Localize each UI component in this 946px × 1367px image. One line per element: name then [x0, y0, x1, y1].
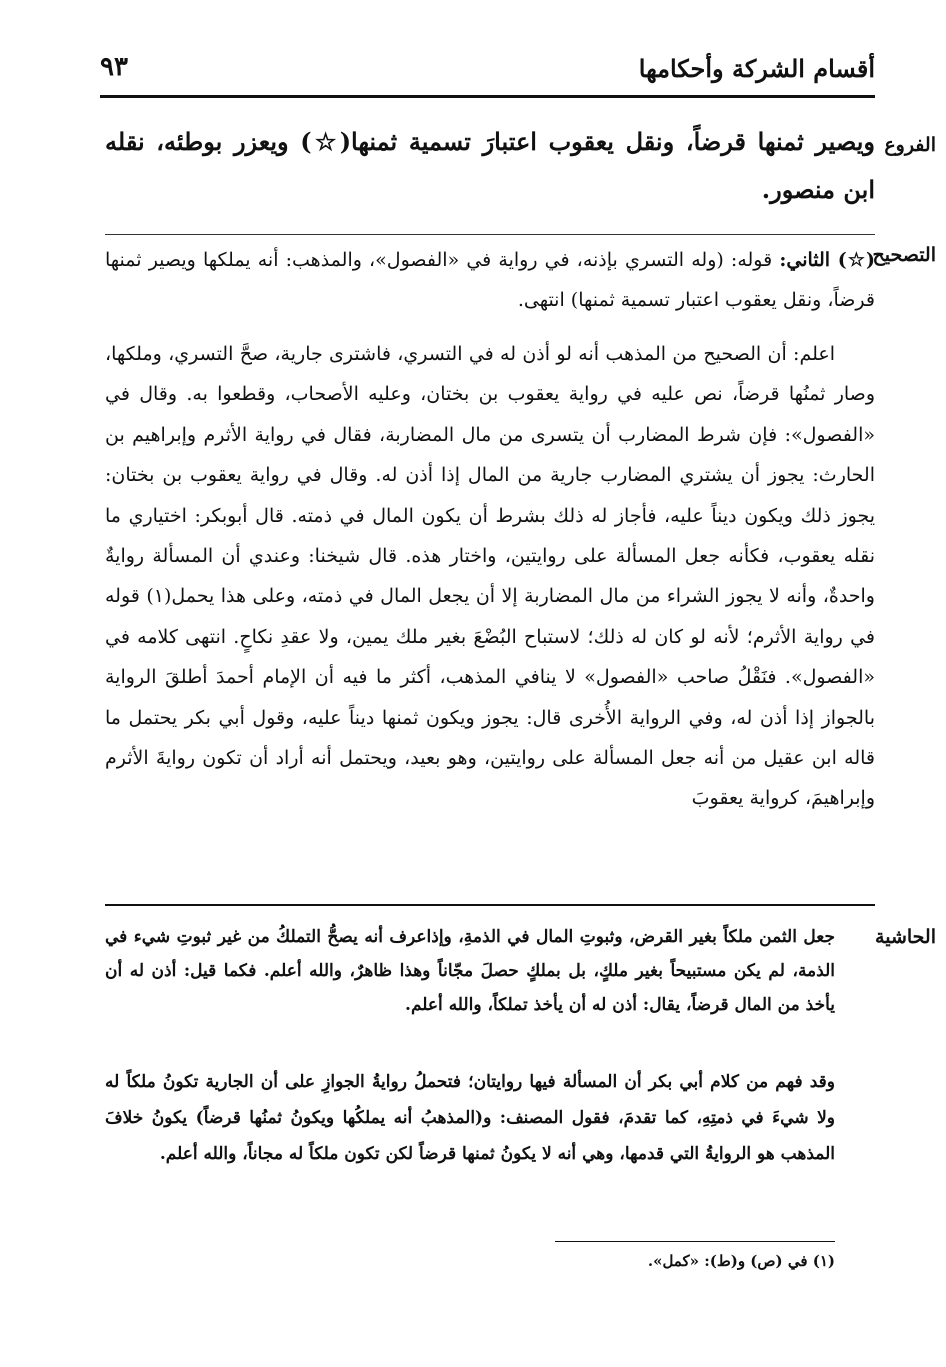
hashiya-paragraph-2: وقد فهم من كلام أبي بكر أن المسألة فيها روايتان؛ فتحملُ روايةُ الجوازِ على أن الجارية تكونُ ملكاً له ولا شيءَ في ذمتِهِ، كما تقدمَ، فقول المصنف: و(المذهبُ أنه يملكُها ويكونُ ثمنُها قرضاً) يكونُ خلافَ المذهب هو الروايةُ التي قدمها، وهي أنه لا يكونُ ثمنها قرضاً لكن تكون ملكاً له مجاناً، والله أعلم.	[105, 1072, 835, 1164]
tashih-paragraph	[105, 240, 875, 320]
furu-text: ويصير ثمنها قرضاً، ونقل يعقوب اعتبارَ تسمية ثمنها(☆) ويعزر بوطئه، نقله ابن منصور.	[105, 127, 875, 204]
section-divider	[105, 234, 875, 235]
main-commentary: اعلم: أن الصحيح من المذهب أنه لو أذن له في التسري، فاشترى جارية، صحَّ التسري، وملكها، وصار ثمنُها قرضاً، نص عليه في رواية يعقوب بن بختان، وعليه الأصحاب، وقطعوا به. وقال في «الفصول»: فإن شرط المضارب أن يتسرى من مال المضاربة، فقال في رواية الأثرم وإبراهيم بن الحارث: يجوز أن يشتري المضارب جارية من المال إذا أذن له. وقال في رواية يعقوب بن بختان: يجوز ذلك ويكون ديناً عليه، فأجاز له ذلك بشرط أن يكون المال في ذمته. قال أبوبكر: اختياري ما نقله يعقوب، فكأنه جعل المسألة على روايتين، واختار هذه. قال شيخنا: وعندي أن المسألة روايةٌ واحدةٌ، وأنه لا يجوز الشراء من مال المضاربة إلا أن يجعل المال في ذمته، وعلى هذا يحمل(١) قوله في رواية الأثرم؛ لأنه لو كان له ذلك؛ لاستباح البُضْعَ بغير ملك يمين، ولا عقدِ نكاحٍ. انتهى كلامه في «الفصول». فنَقْلُ صاحب «الفصول» لا ينافي المذهب، أكثر ما فيه أن الإمام أحمدَ أطلقَ الرواية بالجواز إذا أذن له، وفي الرواية الأُخرى قال: يجوز ويكون ثمنها ديناً عليه، وقول أبي بكر يحتمل ما قاله ابن عقيل من أنه جعل المسألة على روايتين، وهو بعيد، ويحتمل أنه أراد أن تكون روايةَ الأثرم وإبراهيمَ، كرواية يعقوبَ	[105, 343, 875, 810]
running-title: أقسام الشركة وأحكامها	[638, 54, 875, 83]
side-label-furu: الفروع	[884, 134, 936, 156]
footnote-divider	[555, 1241, 835, 1242]
page-header	[100, 52, 875, 88]
hashiya-divider	[105, 904, 875, 906]
tashih-lead: (☆) الثاني:	[779, 249, 875, 271]
header-rule	[100, 95, 875, 98]
tashih-text: قوله: (وله التسري بإذنه، في رواية في «الفصول»، والمذهب: أنه يملكها ويصير ثمنها قرضاً، ونقل يعقوب اعتبار تسمية ثمنها) انتهى.	[105, 249, 875, 311]
hashiya-paragraph-1: جعل الثمن ملكاً بغير القرض، وثبوتِ المال في الذمةِ، وإذاعرف أنه يصحُّ التملكُ من غير ثبوتِ شيء في الذمة، لم يكن مستبيحاً بغير ملكٍ، بل بملكٍ حصلَ مجّاناً وهذا ظاهرٌ، والله أعلم. فكما قيل: أذن له أن يأخذ من المال قرضاً، يقال: أذن له أن يأخذ تملكاً، والله أعلم.	[105, 927, 835, 1015]
side-label-tashih: التصحيح	[872, 244, 936, 266]
side-label-hashiya: الحاشية	[875, 926, 936, 948]
page-number: ٩٣	[100, 52, 128, 82]
footnote: (١) في (ص) و(ط): «كمل».	[647, 1252, 835, 1270]
